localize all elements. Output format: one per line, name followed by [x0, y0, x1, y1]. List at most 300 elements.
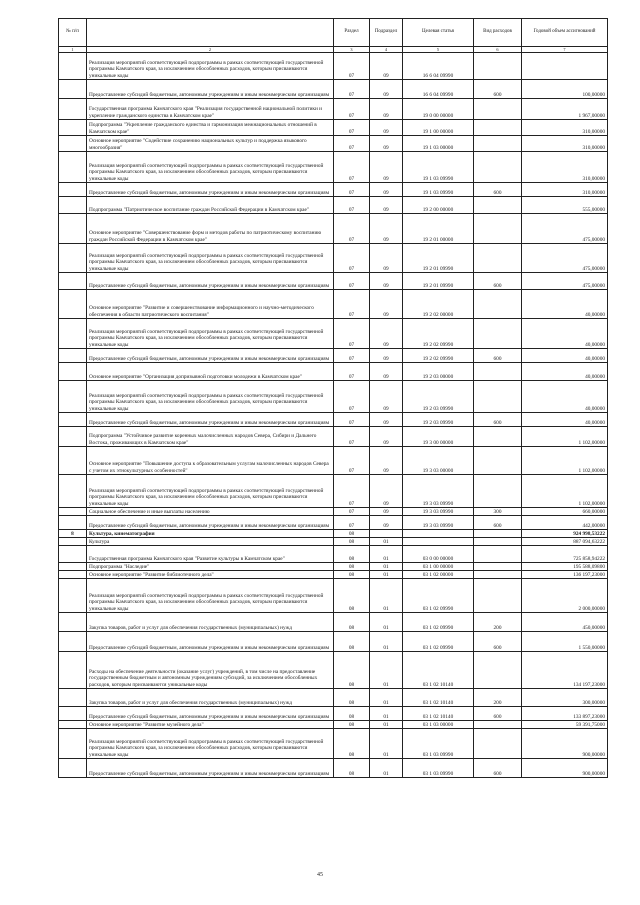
row-razdel: 07: [334, 80, 370, 99]
row-podrazdel: 09: [370, 413, 403, 427]
table-row: [59, 516, 608, 530]
row-amount: 1 102,00000: [522, 447, 608, 475]
row-razdel: 07: [334, 244, 370, 273]
row-number: [59, 136, 87, 152]
row-razdel: 07: [334, 516, 370, 530]
row-expense-type: [474, 197, 522, 214]
row-target-article: 03 1 02 10140: [403, 707, 474, 721]
row-target-article: 03 1 02 09990: [403, 613, 474, 632]
row-expense-type: 600: [474, 413, 522, 427]
row-amount: 134 197,23000: [522, 652, 608, 689]
row-razdel: 08: [334, 707, 370, 721]
table-row: [59, 381, 608, 413]
row-number: [59, 244, 87, 273]
row-target-article: 19 2 03 00000: [403, 363, 474, 381]
row-expense-type: [474, 538, 522, 546]
page-number: 45: [317, 872, 323, 878]
row-number: [59, 632, 87, 652]
table-row: [59, 579, 608, 613]
row-amount: 475,00000: [522, 244, 608, 273]
row-amount: 450,00000: [522, 613, 608, 632]
table-row: [59, 349, 608, 363]
row-expense-type: 600: [474, 349, 522, 363]
row-expense-type: [474, 214, 522, 244]
row-target-article: [403, 538, 474, 546]
table-row: [59, 152, 608, 183]
row-target-article: 19 3 00 00000: [403, 427, 474, 447]
row-expense-type: [474, 447, 522, 475]
row-razdel: 08: [334, 729, 370, 759]
row-podrazdel: 09: [370, 80, 403, 99]
row-number: [59, 475, 87, 508]
row-target-article: 03 0 00 00000: [403, 546, 474, 563]
row-razdel: 07: [334, 99, 370, 120]
row-expense-type: 600: [474, 759, 522, 778]
row-razdel: 08: [334, 579, 370, 613]
col-index-cell: 3: [334, 47, 370, 53]
row-amount: 100,00000: [522, 80, 608, 99]
row-number: [59, 53, 87, 80]
header-num: № п/п: [59, 19, 87, 47]
row-razdel: 08: [334, 530, 370, 538]
row-target-article: 03 1 02 00000: [403, 571, 474, 579]
row-razdel: 07: [334, 447, 370, 475]
row-number: [59, 120, 87, 136]
table-row: [59, 80, 608, 99]
row-name: Реализация мероприятий соответствующей подпрограммы в рамках соответствующей государственной программы Камчатского края, за исключением обособленных расходов, которым присваиваются уникальные коды: [87, 244, 334, 273]
row-target-article: 19 0 00 00000: [403, 99, 474, 120]
row-expense-type: [474, 652, 522, 689]
row-amount: 59 391,75000: [522, 721, 608, 729]
row-expense-type: [474, 244, 522, 273]
col-index-cell: 6: [474, 47, 522, 53]
row-razdel: 07: [334, 197, 370, 214]
row-podrazdel: 09: [370, 516, 403, 530]
row-name: Предоставление субсидий бюджетным, автономным учреждениям и иным некоммерческим организациям: [87, 80, 334, 99]
row-amount: 1 102,00000: [522, 475, 608, 508]
row-target-article: 19 2 01 09990: [403, 244, 474, 273]
row-amount: 195 588,09800: [522, 563, 608, 571]
row-expense-type: 200: [474, 689, 522, 707]
row-target-article: 19 3 03 00000: [403, 447, 474, 475]
row-name: Основное мероприятие "Развитие музейного дела": [87, 721, 334, 729]
row-name: Закупка товаров, работ и услуг для обеспечения государственных (муниципальных) нужд: [87, 613, 334, 632]
row-number: [59, 152, 87, 183]
row-target-article: 19 2 02 00000: [403, 290, 474, 319]
table-row: [59, 53, 608, 80]
row-razdel: 07: [334, 136, 370, 152]
row-razdel: 08: [334, 689, 370, 707]
row-amount: 40,00000: [522, 290, 608, 319]
row-podrazdel: 09: [370, 120, 403, 136]
row-amount: 1 967,00000: [522, 99, 608, 120]
row-podrazdel: 01: [370, 707, 403, 721]
row-amount: 1 550,00000: [522, 632, 608, 652]
table-row: [59, 427, 608, 447]
header-target-article: Целевая статья: [403, 19, 474, 47]
row-podrazdel: 09: [370, 273, 403, 290]
row-name: Подпрограмма "Наследие": [87, 563, 334, 571]
row-expense-type: [474, 53, 522, 80]
row-expense-type: [474, 381, 522, 413]
table-row: [59, 538, 608, 546]
row-target-article: 19 3 03 09990: [403, 475, 474, 508]
row-expense-type: [474, 99, 522, 120]
header-name: [87, 19, 334, 47]
row-name: Реализация мероприятий соответствующей подпрограммы в рамках соответствующей государственной программы Камчатского края, за исключением обособленных расходов, которым присваиваются уникальные коды: [87, 152, 334, 183]
row-name: Закупка товаров, работ и услуг для обеспечения государственных (муниципальных) нужд: [87, 689, 334, 707]
table-row: [59, 721, 608, 729]
row-amount: 310,00000: [522, 152, 608, 183]
table-row: [59, 729, 608, 759]
table-row: [59, 546, 608, 563]
row-number: [59, 80, 87, 99]
row-expense-type: 200: [474, 613, 522, 632]
row-razdel: 07: [334, 475, 370, 508]
row-razdel: 07: [334, 290, 370, 319]
header-annual-amount: Годовой объем ассигнований: [522, 19, 608, 47]
col-index-cell: 4: [370, 47, 403, 53]
row-number: [59, 99, 87, 120]
row-expense-type: [474, 136, 522, 152]
table-row: [59, 508, 608, 516]
row-expense-type: 600: [474, 183, 522, 197]
row-name: Предоставление субсидий бюджетным, автономным учреждениям и иным некоммерческим организациям: [87, 273, 334, 290]
row-number: [59, 613, 87, 632]
row-amount: 1 102,00000: [522, 427, 608, 447]
row-name: Предоставление субсидий бюджетным, автономным учреждениям и иным некоммерческим организациям: [87, 632, 334, 652]
row-expense-type: [474, 290, 522, 319]
row-target-article: 03 1 03 09990: [403, 729, 474, 759]
row-number: [59, 579, 87, 613]
row-name: Основное мероприятие "Развитие и совершенствование информационного и научно-методического обеспечения в области патриотического воспитания": [87, 290, 334, 319]
row-target-article: 03 1 02 09990: [403, 579, 474, 613]
row-name: Реализация мероприятий соответствующей подпрограммы в рамках соответствующей государственной программы Камчатского края, за исключением обособленных расходов, которым присваиваются уникальные коды: [87, 53, 334, 80]
row-razdel: 07: [334, 349, 370, 363]
row-amount: 40,00000: [522, 319, 608, 349]
table-row: [59, 413, 608, 427]
row-number: [59, 546, 87, 563]
row-podrazdel: 01: [370, 546, 403, 563]
row-amount: 887 094,63222: [522, 538, 608, 546]
row-number: [59, 197, 87, 214]
row-expense-type: [474, 729, 522, 759]
row-amount: 442,00000: [522, 516, 608, 530]
row-target-article: 19 1 00 00000: [403, 120, 474, 136]
row-number: [59, 759, 87, 778]
row-razdel: 08: [334, 571, 370, 579]
table-row: [59, 99, 608, 120]
row-podrazdel: 09: [370, 319, 403, 349]
row-expense-type: 600: [474, 632, 522, 652]
row-razdel: 07: [334, 183, 370, 197]
col-index-cell: 5: [403, 47, 474, 53]
row-number: [59, 721, 87, 729]
row-number: [59, 508, 87, 516]
row-target-article: 19 2 01 00000: [403, 214, 474, 244]
row-name: Предоставление субсидий бюджетным, автономным учреждениям и иным некоммерческим организациям: [87, 183, 334, 197]
row-target-article: 03 1 00 00000: [403, 563, 474, 571]
row-podrazdel: [370, 530, 403, 538]
row-amount: 475,00000: [522, 273, 608, 290]
row-name: Основное мероприятие "Совершенствование форм и методов работы по патриотическому воспитанию граждан Российской Федерации в Камчатском крае": [87, 214, 334, 244]
row-number: [59, 571, 87, 579]
row-razdel: 07: [334, 508, 370, 516]
row-expense-type: 300: [474, 508, 522, 516]
table-row: [59, 563, 608, 571]
row-name: Предоставление субсидий бюджетным, автономным учреждениям и иным некоммерческим организациям: [87, 759, 334, 778]
table-row: [59, 183, 608, 197]
row-podrazdel: 01: [370, 721, 403, 729]
row-name: Реализация мероприятий соответствующей подпрограммы в рамках соответствующей государственной программы Камчатского края, за исключением обособленных расходов, которым присваиваются уникальные коды: [87, 381, 334, 413]
row-podrazdel: 09: [370, 183, 403, 197]
row-razdel: 07: [334, 363, 370, 381]
row-amount: [522, 53, 608, 80]
row-podrazdel: 01: [370, 652, 403, 689]
row-name: Предоставление субсидий бюджетным, автономным учреждениям и иным некоммерческим организациям: [87, 349, 334, 363]
row-target-article: 19 2 00 00000: [403, 197, 474, 214]
table-row: [59, 136, 608, 152]
row-target-article: 19 1 03 00000: [403, 136, 474, 152]
row-name: Основное мероприятие "Содействие сохранению национальных культур и поддержка языкового многообразия": [87, 136, 334, 152]
row-target-article: 19 2 02 09990: [403, 349, 474, 363]
row-podrazdel: 09: [370, 214, 403, 244]
table-row: [59, 689, 608, 707]
header-podrazdel: Подраздел: [370, 19, 403, 47]
row-target-article: 19 1 03 09990: [403, 152, 474, 183]
row-number: [59, 290, 87, 319]
row-razdel: 07: [334, 152, 370, 183]
row-name: Реализация мероприятий соответствующей подпрограммы в рамках соответствующей государственной программы Камчатского края, за исключением обособленных расходов, которым присваиваются уникальные коды: [87, 319, 334, 349]
row-razdel: 08: [334, 652, 370, 689]
row-name: Подпрограмма "Патриотическое воспитание граждан Российской Федерации в Камчатском крае": [87, 197, 334, 214]
table-row: [59, 613, 608, 632]
table-row: [59, 290, 608, 319]
row-podrazdel: 09: [370, 197, 403, 214]
row-target-article: 19 2 03 09990: [403, 381, 474, 413]
row-name: Основное мероприятие "Развитие библиотечного дела": [87, 571, 334, 579]
row-number: [59, 413, 87, 427]
row-expense-type: [474, 120, 522, 136]
row-expense-type: [474, 571, 522, 579]
row-podrazdel: 01: [370, 759, 403, 778]
row-number: [59, 363, 87, 381]
row-number: [59, 214, 87, 244]
row-amount: 2 000,00000: [522, 579, 608, 613]
row-expense-type: [474, 319, 522, 349]
row-amount: 40,00000: [522, 363, 608, 381]
table-row: [59, 197, 608, 214]
row-podrazdel: 01: [370, 538, 403, 546]
row-podrazdel: 01: [370, 689, 403, 707]
table-header-row: [59, 19, 608, 47]
col-index-cell: 7: [522, 47, 608, 53]
row-name: Предоставление субсидий бюджетным, автономным учреждениям и иным некоммерческим организациям: [87, 516, 334, 530]
table-row: [59, 363, 608, 381]
row-target-article: 19 2 01 09990: [403, 273, 474, 290]
row-razdel: 08: [334, 632, 370, 652]
row-razdel: 07: [334, 120, 370, 136]
row-podrazdel: 09: [370, 381, 403, 413]
row-razdel: 08: [334, 613, 370, 632]
row-amount: 310,00000: [522, 136, 608, 152]
row-amount: 300,00000: [522, 689, 608, 707]
row-name: Предоставление субсидий бюджетным, автономным учреждениям и иным некоммерческим организациям: [87, 707, 334, 721]
row-amount: 40,00000: [522, 413, 608, 427]
row-target-article: 03 1 03 09990: [403, 759, 474, 778]
row-amount: 40,00000: [522, 381, 608, 413]
col-index-cell: 1: [59, 47, 87, 53]
row-number: [59, 427, 87, 447]
row-amount: 133 897,23000: [522, 707, 608, 721]
row-podrazdel: 09: [370, 152, 403, 183]
row-podrazdel: 09: [370, 53, 403, 80]
row-target-article: 19 3 03 09990: [403, 508, 474, 516]
row-podrazdel: 09: [370, 290, 403, 319]
row-number: [59, 447, 87, 475]
row-number: [59, 319, 87, 349]
row-name: Социальное обеспечение и иные выплаты населению: [87, 508, 334, 516]
row-target-article: 03 1 02 09990: [403, 632, 474, 652]
row-amount: 310,00000: [522, 120, 608, 136]
row-amount: 900,00000: [522, 759, 608, 778]
row-razdel: 07: [334, 53, 370, 80]
row-number: [59, 349, 87, 363]
row-number: [59, 652, 87, 689]
table-row: [59, 475, 608, 508]
row-name: Основное мероприятие "Организация допризывной подготовки молодежи в Камчатском крае": [87, 363, 334, 381]
row-expense-type: [474, 579, 522, 613]
row-amount: 555,00000: [522, 197, 608, 214]
row-razdel: 08: [334, 546, 370, 563]
row-number: [59, 689, 87, 707]
row-target-article: 16 6 04 09990: [403, 53, 474, 80]
row-name: Культура, кинематография: [87, 530, 334, 538]
row-target-article: 03 1 02 10140: [403, 689, 474, 707]
table-row: [59, 632, 608, 652]
row-podrazdel: 01: [370, 729, 403, 759]
row-amount: 40,00000: [522, 349, 608, 363]
row-target-article: 03 1 03 00000: [403, 721, 474, 729]
row-amount: 136 197,23000: [522, 571, 608, 579]
row-razdel: 07: [334, 427, 370, 447]
row-name: Подпрограмма "Устойчивое развитие коренных малочисленных народов Севера, Сибири и Дальнего Востока, проживающих в Камчатском крае": [87, 427, 334, 447]
row-expense-type: [474, 152, 522, 183]
row-razdel: 08: [334, 721, 370, 729]
row-podrazdel: 09: [370, 475, 403, 508]
row-razdel: 07: [334, 381, 370, 413]
table-row: [59, 273, 608, 290]
row-amount: 725 858,94222: [522, 546, 608, 563]
col-index-cell: 2: [87, 47, 334, 53]
row-razdel: 08: [334, 538, 370, 546]
row-number: [59, 707, 87, 721]
row-razdel: 07: [334, 273, 370, 290]
row-amount: 310,00000: [522, 183, 608, 197]
row-amount: 924 998,53222: [522, 530, 608, 538]
row-podrazdel: 09: [370, 136, 403, 152]
row-target-article: 19 3 03 09990: [403, 516, 474, 530]
row-amount: 900,00000: [522, 729, 608, 759]
row-target-article: 19 1 03 09990: [403, 183, 474, 197]
row-razdel: 07: [334, 214, 370, 244]
row-expense-type: 600: [474, 707, 522, 721]
budget-table: [58, 18, 608, 778]
row-podrazdel: 01: [370, 613, 403, 632]
row-target-article: 19 2 02 09990: [403, 319, 474, 349]
table-row: [59, 652, 608, 689]
row-podrazdel: 09: [370, 244, 403, 273]
row-amount: 475,00000: [522, 214, 608, 244]
budget-table-sheet: [58, 18, 607, 778]
table-row: [59, 319, 608, 349]
row-number: [59, 273, 87, 290]
row-expense-type: [474, 546, 522, 563]
row-target-article: 19 2 03 09990: [403, 413, 474, 427]
row-podrazdel: 09: [370, 363, 403, 381]
row-target-article: 16 6 04 09990: [403, 80, 474, 99]
row-name: Реализация мероприятий соответствующей подпрограммы в рамках соответствующей государственной программы Камчатского края, за исключением обособленных расходов, которым присваиваются уникальные коды: [87, 729, 334, 759]
table-row: [59, 120, 608, 136]
row-name: Расходы на обеспечение деятельности (оказание услуг) учреждений, в том числе на предоставление государственным бюджетным и автономным учреждениям субсидий, за исключением обособленных расходов, которым присваиваются уникальные коды: [87, 652, 334, 689]
row-amount: 660,00000: [522, 508, 608, 516]
row-name: Реализация мероприятий соответствующей подпрограммы в рамках соответствующей государственной программы Камчатского края, за исключением обособленных расходов, которым присваиваются уникальные коды: [87, 475, 334, 508]
row-expense-type: [474, 721, 522, 729]
row-expense-type: [474, 475, 522, 508]
row-name: Реализация мероприятий соответствующей подпрограммы в рамках соответствующей государственной программы Камчатского края, за исключением обособленных расходов, которым присваиваются уникальные коды: [87, 579, 334, 613]
row-number: [59, 183, 87, 197]
row-expense-type: 600: [474, 80, 522, 99]
row-name: Основное мероприятие "Повышение доступа к образовательным услугам малочисленных народов Севера с учетом их этнокультурных особенностей": [87, 447, 334, 475]
row-expense-type: [474, 530, 522, 538]
row-podrazdel: 01: [370, 563, 403, 571]
row-expense-type: 600: [474, 273, 522, 290]
table-row: [59, 447, 608, 475]
row-podrazdel: 01: [370, 632, 403, 652]
row-podrazdel: 01: [370, 579, 403, 613]
row-razdel: 07: [334, 413, 370, 427]
table-row: [59, 759, 608, 778]
row-number: 8: [59, 530, 87, 538]
row-number: [59, 516, 87, 530]
header-razdel: Раздел: [334, 19, 370, 47]
row-expense-type: 600: [474, 516, 522, 530]
row-razdel: 07: [334, 319, 370, 349]
row-podrazdel: 09: [370, 427, 403, 447]
table-row: [59, 244, 608, 273]
row-number: [59, 381, 87, 413]
row-name: Государственная программа Камчатского края "Реализация государственной национальной политики и укрепление гражданского единства в Камчатском крае": [87, 99, 334, 120]
row-name: Подпрограмма "Укрепление гражданского единства и гармонизация межнациональных отношений в Камчатском крае": [87, 120, 334, 136]
row-target-article: [403, 530, 474, 538]
row-number: [59, 538, 87, 546]
row-expense-type: [474, 563, 522, 571]
row-name: Предоставление субсидий бюджетным, автономным учреждениям и иным некоммерческим организациям: [87, 413, 334, 427]
header-expense-type: Вид расходов: [474, 19, 522, 47]
table-row: [59, 571, 608, 579]
row-expense-type: [474, 427, 522, 447]
row-name: Культура: [87, 538, 334, 546]
table-row: [59, 214, 608, 244]
row-number: [59, 729, 87, 759]
table-row: [59, 707, 608, 721]
row-razdel: 08: [334, 563, 370, 571]
row-target-article: 03 1 02 10140: [403, 652, 474, 689]
row-podrazdel: 09: [370, 349, 403, 363]
row-podrazdel: 09: [370, 508, 403, 516]
row-expense-type: [474, 363, 522, 381]
table-row: [59, 530, 608, 538]
